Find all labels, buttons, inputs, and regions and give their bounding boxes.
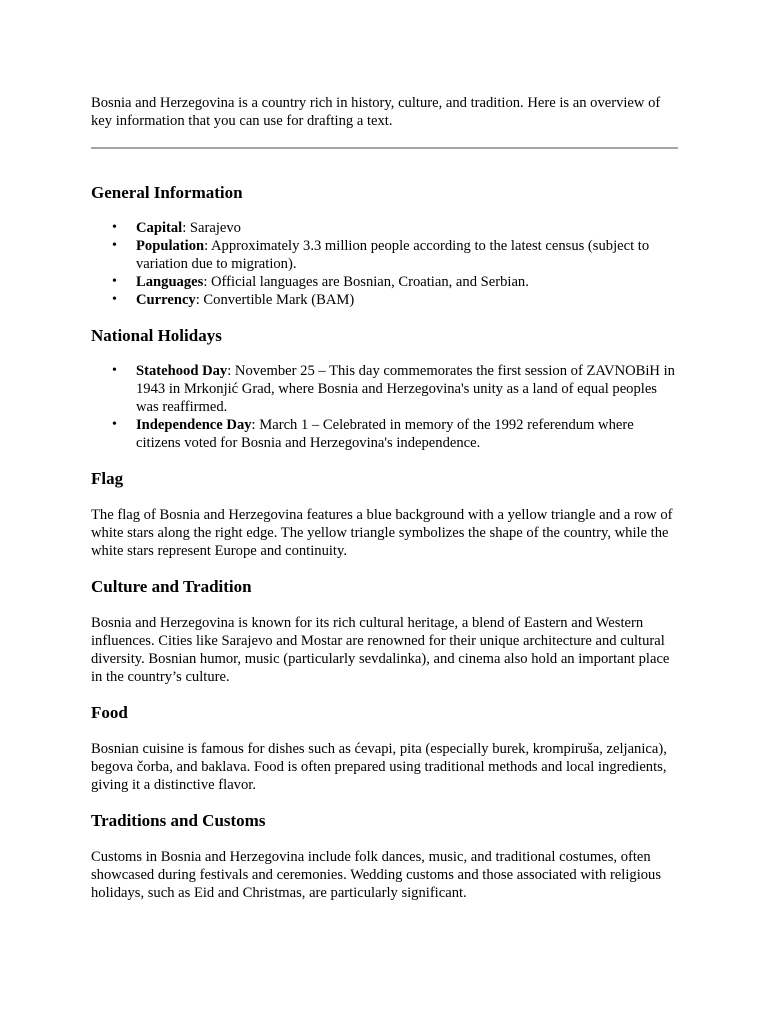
bullet-icon: • — [112, 238, 117, 253]
list-item-languages — [91, 273, 681, 291]
section-heading-food: Food — [91, 703, 128, 722]
item-label: Independence Day — [136, 417, 252, 433]
list-item-capital — [91, 219, 681, 237]
section-heading-culture-and-tradition: Culture and Tradition — [91, 577, 252, 596]
section-heading-traditions-and-customs: Traditions and Customs — [91, 811, 266, 830]
item-label: Languages — [136, 274, 204, 290]
section-heading-flag: Flag — [91, 469, 124, 488]
list-item-statehood-day — [91, 362, 681, 416]
intro-paragraph: Bosnia and Herzegovina is a country rich in history, culture, and tradition. Here is an overview of key information that you can use for drafting a text. — [91, 95, 661, 129]
bullet-icon: • — [112, 220, 117, 235]
item-text: : March 1 – Celebrated in memory of the 1992 referendum where citizens voted for Bosnia and Herzegovina's independence. — [136, 417, 634, 451]
section-heading-national-holidays: National Holidays — [91, 326, 222, 345]
item-text: : Sarajevo — [182, 220, 241, 236]
list-item-independence-day — [91, 416, 681, 452]
national-holidays-list — [91, 362, 681, 452]
item-label: Capital — [136, 220, 183, 236]
item-text: : Convertible Mark (BAM) — [195, 292, 355, 308]
general-information-list — [91, 219, 681, 309]
item-label: Currency — [136, 292, 196, 308]
food-paragraph: Bosnian cuisine is famous for dishes such as ćevapi, pita (especially burek, krompiruša, zeljanica), begova čorba, and baklava. Food is often prepared using traditional methods and local ingredients, giving it a distinctive flavor. — [91, 741, 667, 793]
bullet-icon: • — [112, 417, 117, 432]
bullet-icon: • — [112, 292, 117, 307]
item-text: : Approximately 3.3 million people according to the latest census (subject to variation due to migration). — [136, 238, 650, 272]
list-item-currency — [91, 291, 681, 309]
bullet-icon: • — [112, 363, 117, 378]
item-label: Statehood Day — [136, 363, 228, 379]
item-label: Population — [136, 238, 205, 254]
item-text: : November 25 – This day commemorates the first session of ZAVNOBiH in 1943 in Mrkonjić Grad, where Bosnia and Herzegovina's unity as a land of equal peoples was reaffirmed. — [136, 363, 675, 415]
section-heading-general-information: General Information — [91, 183, 243, 202]
list-item-population — [91, 237, 681, 273]
item-text: : Official languages are Bosnian, Croatian, and Serbian. — [203, 274, 529, 290]
horizontal-rule — [91, 147, 678, 149]
culture-paragraph: Bosnia and Herzegovina is known for its rich cultural heritage, a blend of Eastern and Western influences. Cities like Sarajevo and Mostar are renowned for their unique architecture and cultural diversity. Bosnian humor, music (particularly sevdalinka), and cinema also hold an important place in the country’s culture. — [91, 615, 670, 685]
customs-paragraph: Customs in Bosnia and Herzegovina include folk dances, music, and traditional costumes, often showcased during festivals and ceremonies. Wedding customs and those associated with religious holidays, such as Eid and Christmas, are particularly significant. — [91, 849, 662, 901]
document-page — [91, 94, 681, 902]
flag-paragraph: The flag of Bosnia and Herzegovina features a blue background with a yellow triangle and a row of white stars along the right edge. The yellow triangle symbolizes the shape of the country, while the white stars represent Europe and continuity. — [91, 507, 673, 559]
bullet-icon: • — [112, 274, 117, 289]
